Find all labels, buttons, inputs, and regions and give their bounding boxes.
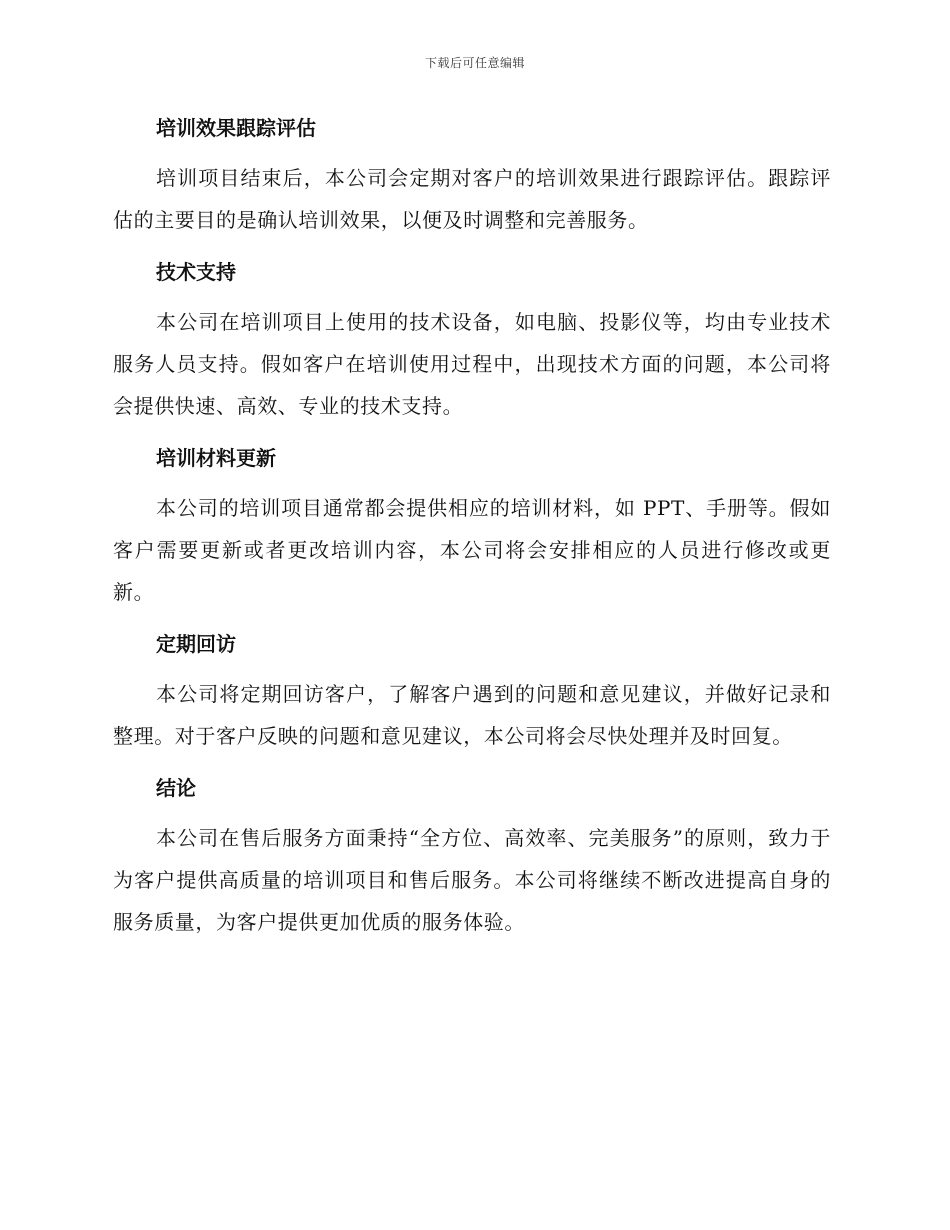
section-heading: 培训效果跟踪评估 — [156, 116, 316, 140]
section-technical-support — [113, 252, 831, 427]
section-training-evaluation — [113, 108, 831, 241]
section-heading: 定期回访 — [156, 632, 236, 656]
section-heading: 培训材料更新 — [156, 446, 276, 470]
header-note: 下载后可任意编辑 — [424, 56, 525, 70]
section-paragraph: 本公司在售后服务方面秉持“全方位、高效率、完美服务”的原则，致力于为客户提供高质量的培训项目和售后服务。本公司将继续不断改进提高自身的服务质量，为客户提供更加优质的服务体验。 — [113, 826, 831, 934]
section-regular-visit — [113, 624, 831, 757]
section-conclusion — [113, 768, 831, 943]
section-material-update — [113, 438, 831, 613]
section-paragraph: 本公司的培训项目通常都会提供相应的培训材料，如 PPT、手册等。假如客户需要更新或者更改培训内容，本公司将会安排相应的人员进行修改或更新。 — [113, 496, 831, 604]
section-paragraph: 本公司在培训项目上使用的技术设备，如电脑、投影仪等，均由专业技术服务人员支持。假如客户在培训使用过程中，出现技术方面的问题，本公司将会提供快速、高效、专业的技术支持。 — [113, 310, 831, 418]
document-body — [113, 108, 831, 954]
section-paragraph: 本公司将定期回访客户，了解客户遇到的问题和意见建议，并做好记录和整理。对于客户反映的问题和意见建议，本公司将会尽快处理并及时回复。 — [113, 682, 831, 748]
section-paragraph: 培训项目结束后，本公司会定期对客户的培训效果进行跟踪评估。跟踪评估的主要目的是确认培训效果，以便及时调整和完善服务。 — [113, 166, 831, 232]
section-heading: 技术支持 — [156, 260, 236, 284]
section-heading: 结论 — [156, 776, 196, 800]
